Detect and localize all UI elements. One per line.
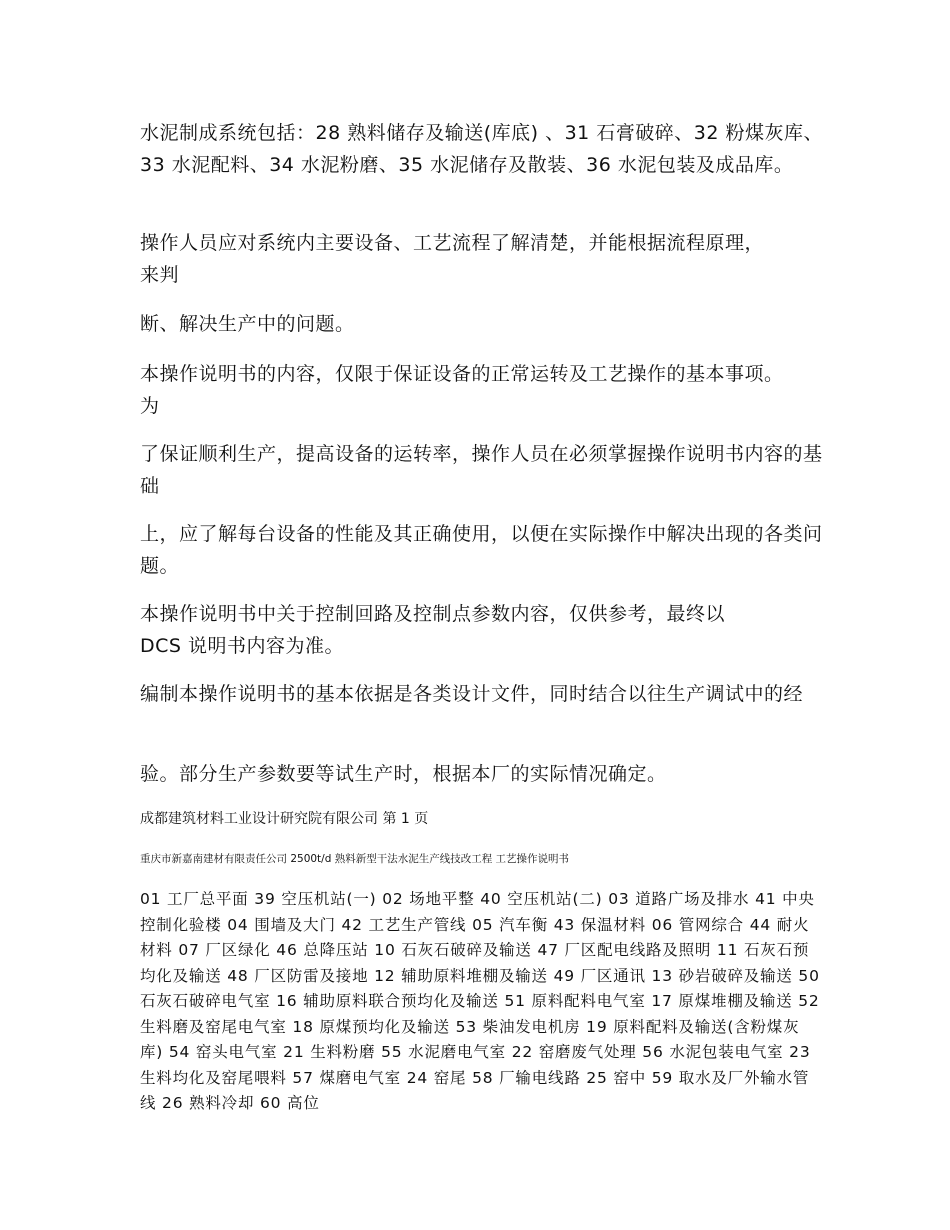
paragraph-basis: 编制本操作说明书的基本依据是各类设计文件，同时结合以往生产调试中的经 xyxy=(140,683,804,705)
paragraph-cement-system: 水泥制成系统包括：28 熟料储存及输送(库底) 、31 石膏破碎、32 粉煤灰库、33 水泥配料、34 水泥粉磨、35 水泥储存及散装、36 水泥包装及成品库。 xyxy=(140,122,824,176)
project-item-list: 01 工厂总平面 39 空压机站(一) 02 场地平整 40 空压机站(二) 03 道路广场及排水 41 中央控制化验楼 04 围墙及大门 42 工艺生产管线 05 汽车衡 43 保温材料 06 管网综合 44 耐火材料 07 厂区绿化 46 总降压站 10 石灰石破碎及输送 47 厂区配电线路及照明 11 石灰石预均化及输送 48 厂区防雷及接地 12 辅助原料堆棚及输送 49 厂区通讯 13 砂岩破碎及输送 50 石灰石破碎电气室 16 辅助原料联合预均化及输送 51 原料配料电气室 17 原煤堆棚及输送 52 生料磨及窑尾电气室 18 原煤预均化及输送 53 柴油发电机房 19 原料配料及输送(含粉煤灰库) 54 窑头电气室 21 生料粉磨 55 水泥磨电气室 22 窑磨废气处理 56 水泥包装电气室 23 生料均化及窑尾喂料 57 煤磨电气室 24 窑尾 58 厂输电线路 25 窑中 59 取水及厂外输水管线 26 熟料冷却 60 高位 xyxy=(140,890,820,1112)
paragraph-equipment-knowledge: 上，应了解每台设备的性能及其正确使用，以便在实际操作中解决出现的各类问题。 xyxy=(140,523,823,577)
page-header: 重庆市新嘉南建材有限责任公司 2500t/d 熟料新型干法水泥生产线技改工程 工艺操作说明书 xyxy=(140,853,570,865)
paragraph-experience: 验。部分生产参数要等试生产时，根据本厂的实际情况确定。 xyxy=(140,763,667,785)
paragraph-production: 了保证顺利生产，提高设备的运转率，操作人员在必须掌握操作说明书内容的基础 xyxy=(140,443,823,497)
paragraph-solve-problems: 断、解决生产中的问题。 xyxy=(140,313,355,335)
paragraph-scope: 本操作说明书的内容，仅限于保证设备的正常运转及工艺操作的基本事项。 为 xyxy=(140,363,784,417)
paragraph-dcs-reference: 本操作说明书中关于控制回路及控制点参数内容，仅供参考，最终以 DCS 说明书内容为准。 xyxy=(140,603,726,657)
paragraph-operator-understanding: 操作人员应对系统内主要设备、工艺流程了解清楚，并能根据流程原理， 来判 xyxy=(140,232,765,286)
page-footer: 成都建筑材料工业设计研究院有限公司 第 1 页 xyxy=(140,811,429,827)
